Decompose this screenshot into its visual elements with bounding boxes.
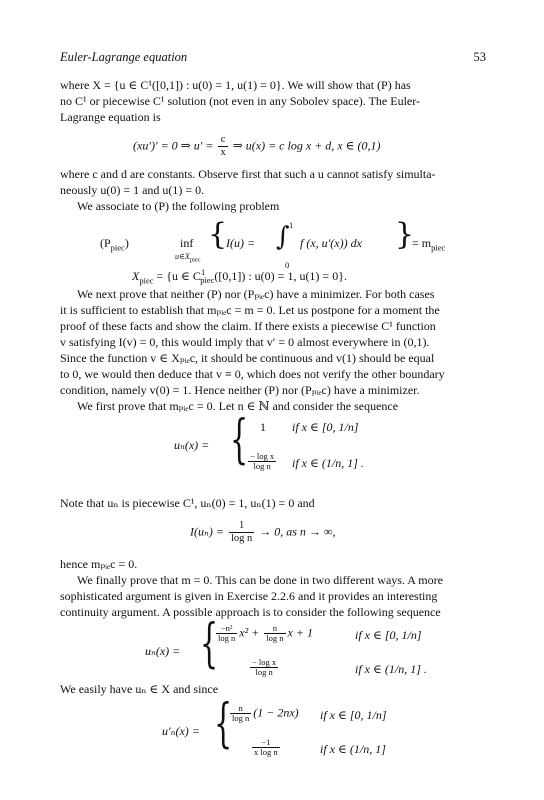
integral-sign: ∫ <box>276 222 290 252</box>
fraction-numerator: c <box>218 134 227 147</box>
text-line: We first prove that mₚᵢₑc = 0. Let n ∈ ℕ and consider the sequence <box>77 399 399 413</box>
text-line: Since the function v ∈ Xₚᵢₑc, it should be continuous and v(1) should be equal <box>60 351 435 365</box>
running-header-title: Euler-Lagrange equation <box>60 50 188 64</box>
text-line: hence mₚᵢₑc = 0. <box>60 557 138 571</box>
fraction-denominator: x <box>220 147 226 158</box>
equation-inf-subscript: $u\in X_{piec}$ <box>175 252 201 264</box>
case-value: $\frac{n}{\text{log n}}$ (1 − 2nx) <box>232 703 299 723</box>
text-line: no C¹ or piecewise C¹ solution (not even in any Sobolev space). The Euler- <box>60 94 420 108</box>
left-curly-brace: { <box>208 217 228 252</box>
left-curly-brace: { <box>230 410 249 470</box>
equation-lhs: (xu′)′ = 0 ⇒ u′ = <box>133 138 214 153</box>
case-condition: if x ∈ (1/n, 1] <box>320 742 386 756</box>
text-line: neously u(0) = 1 and u(1) = 0. <box>60 183 205 197</box>
case-value: $\frac{\text{− log x}}{\text{log n}}$ <box>250 451 275 471</box>
case-condition: if x ∈ [0, 1/n] <box>355 628 422 642</box>
page-number: 53 <box>473 50 486 64</box>
text-line: We finally prove that m = 0. This can be done in two different ways. A more <box>77 573 443 587</box>
case-value: 1 <box>260 420 266 434</box>
text-line: to 0, we would then deduce that v ≡ 0, which does not verify the other boundary <box>60 367 445 381</box>
text-line: We next prove that neither (P) nor (Pₚᵢₑc) have a minimizer. For both cases <box>77 287 435 301</box>
equation-limit: I(uₙ) = $\frac{1}{\text{log n}}$ → 0, as n → ∞, <box>190 520 336 544</box>
case-value: $\frac{-1}{\text{x log n}}$ <box>254 737 278 757</box>
integrand: f (x, u′(x)) dx <box>300 236 362 250</box>
left-curly-brace: { <box>200 614 219 674</box>
equation-rhs: = $m_{piec}$ <box>412 236 446 253</box>
equation-rhs: ⇒ u(x) = c log x + d, x ∈ (0,1) <box>232 138 381 153</box>
equation-sequence-lhs: uₙ(x) = <box>145 644 181 658</box>
fraction <box>218 134 227 159</box>
text-line: sophisticated argument is given in Exercise 2.2.6 and it provides an interesting <box>60 589 438 603</box>
text-line: We associate to (P) the following problem <box>77 199 280 213</box>
equation-xpiec-definition: $X_{piec} = \{u$ ∈ $C^1_{piec}([0,1])$ : u(0) = 1, u(1) = 0}. <box>132 267 347 286</box>
equation-problem-label: $(P_{piec})$ <box>100 236 129 253</box>
text-line: continuity argument. A possible approach is to consider the following sequence <box>60 605 441 619</box>
equation-derivative-lhs: u′ₙ(x) = <box>162 724 200 738</box>
case-value: $\frac{\text{−n²}}{\text{log n}}$ x² + $\frac{n}{\text{log n}}$ x + 1 <box>218 623 313 643</box>
case-condition: if x ∈ [0, 1/n] <box>292 420 359 434</box>
text-line: v satisfying I(v) = 0, this would imply that v′ = 0 almost everywhere in (0,1). <box>60 335 430 349</box>
equation-sequence-lhs: uₙ(x) = <box>174 438 210 452</box>
left-curly-brace: { <box>214 694 233 754</box>
case-condition: if x ∈ [0, 1/n] <box>320 708 387 722</box>
right-curly-brace: } <box>395 217 415 252</box>
case-value: $\frac{\text{− log x}}{\text{log n}}$ <box>252 657 277 677</box>
equation-inf: inf <box>180 236 194 250</box>
integral-upper-limit: 1 <box>289 220 294 230</box>
text-line: where c and d are constants. Observe first that such a u cannot satisfy simulta- <box>60 167 436 181</box>
text-line: it is sufficient to establish that mₚᵢₑc = m = 0. Let us postpone for a moment the <box>60 303 440 317</box>
text-line: We easily have uₙ ∈ X and since <box>60 682 219 696</box>
case-condition: if x ∈ (1/n, 1] . <box>355 662 427 676</box>
text-line: proof of these facts and show the claim. If there exists a piecewise C¹ function <box>60 319 436 333</box>
case-condition: if x ∈ (1/n, 1] . <box>292 456 364 470</box>
equation-functional: I(u) = <box>226 236 256 250</box>
text-line: Lagrange equation is <box>60 110 161 124</box>
integral-lower-limit: 0 <box>285 260 290 270</box>
text-line: Note that uₙ is piecewise C¹, uₙ(0) = 1, uₙ(1) = 0 and <box>60 496 315 510</box>
text-line: condition, namely v(0) = 1. Hence neither (P) nor (Pₚᵢₑc) have a minimizer. <box>60 383 420 397</box>
equation-euler-lagrange <box>133 134 380 159</box>
text-line: where X = {u ∈ C¹([0,1]) : u(0) = 1, u(1) = 0}. We will show that (P) has <box>60 78 411 92</box>
